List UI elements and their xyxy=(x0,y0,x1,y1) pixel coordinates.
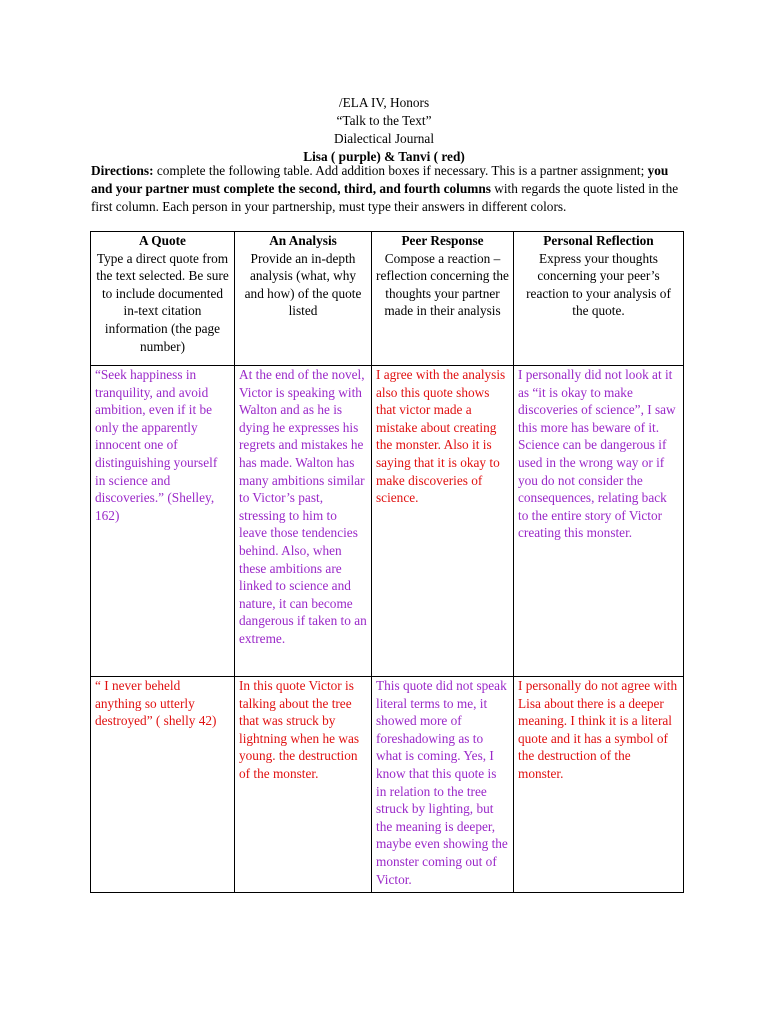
column-description: Provide an in-depth analysis (what, why and how) of the quote listed xyxy=(244,250,362,319)
column-title: An Analysis xyxy=(269,233,337,248)
directions-text-2: with regards the quote listed in the first column. Each person in your partnership, must type their answers in different colors. xyxy=(91,181,679,215)
table-row xyxy=(91,366,684,677)
table-row xyxy=(91,677,684,893)
header-cell-personal-reflection xyxy=(514,232,684,366)
assignment-title: “Talk to the Text” xyxy=(336,113,432,128)
column-description: Type a direct quote from the text selected. Be sure to include documented in-text citation information (the page number) xyxy=(96,250,229,354)
document-header xyxy=(0,94,768,166)
header-cell-quote xyxy=(91,232,235,366)
dialectical-journal-table xyxy=(90,231,684,893)
personal-reflection-cell: I personally do not agree with Lisa about there is a deeper meaning. I think it is a literal quote and it has a symbol of the destruction of the monster. xyxy=(514,677,684,893)
column-title: Personal Reflection xyxy=(543,233,654,248)
column-description: Express your thoughts concerning your peer’s reaction to your analysis of the quote. xyxy=(526,250,671,319)
personal-reflection-cell: I personally did not look at it as “it is okay to make discoveries of science”, I saw this more has beware of it. Science can be dangerous if used in the wrong way or if you do not consider the consequences, relating back to the entire story of Victor creating this monster. xyxy=(514,366,684,677)
peer-response-cell: This quote did not speak literal terms to me, it showed more of foreshadowing as to what is coming. Yes, I know that this quote is in relation to the tree struck by lighting, but the meaning is deeper, maybe even showing the monster coming out of Victor. xyxy=(372,677,514,893)
column-title: A Quote xyxy=(139,233,186,248)
header-cell-analysis xyxy=(235,232,372,366)
analysis-cell: In this quote Victor is talking about the tree that was struck by lightning when he was young. the destruction of the monster. xyxy=(235,677,372,893)
partners-line: Lisa ( purple) & Tanvi ( red) xyxy=(303,149,465,164)
quote-cell: “ I never beheld anything so utterly destroyed” ( shelly 42) xyxy=(91,677,235,893)
analysis-cell: At the end of the novel, Victor is speaking with Walton and as he is dying he expresses his regrets and mistakes he has made. Walton has many ambitions similar to Victor’s past, stressing to him to leave those tendencies behind. Also, when these ambitions are linked to science and nature, it can become dangerous if taken to an extreme. xyxy=(235,366,372,677)
directions-paragraph xyxy=(91,162,681,217)
table-header-row xyxy=(91,232,684,366)
peer-response-cell: I agree with the analysis also this quote shows that victor made a mistake about creating the monster. Also it is saying that it is okay to make discoveries of science. xyxy=(372,366,514,677)
column-title: Peer Response xyxy=(401,233,484,248)
directions-text-1: complete the following table. Add addition boxes if necessary. This is a partner assignment; xyxy=(153,163,648,178)
directions-label: Directions: xyxy=(91,163,154,178)
quote-cell: “Seek happiness in tranquility, and avoid ambition, even if it be only the apparently innocent one of distinguishing yourself in science and discoveries.” (Shelley, 162) xyxy=(91,366,235,677)
column-description: Compose a reaction – reflection concerning the thoughts your partner made in their analysis xyxy=(376,250,509,319)
header-cell-peer-response xyxy=(372,232,514,366)
directions-bold-text: you and your partner must complete the second, third, and fourth columns xyxy=(91,163,669,197)
journal-title: Dialectical Journal xyxy=(333,131,435,146)
course-title: /ELA IV, Honors xyxy=(338,95,430,110)
